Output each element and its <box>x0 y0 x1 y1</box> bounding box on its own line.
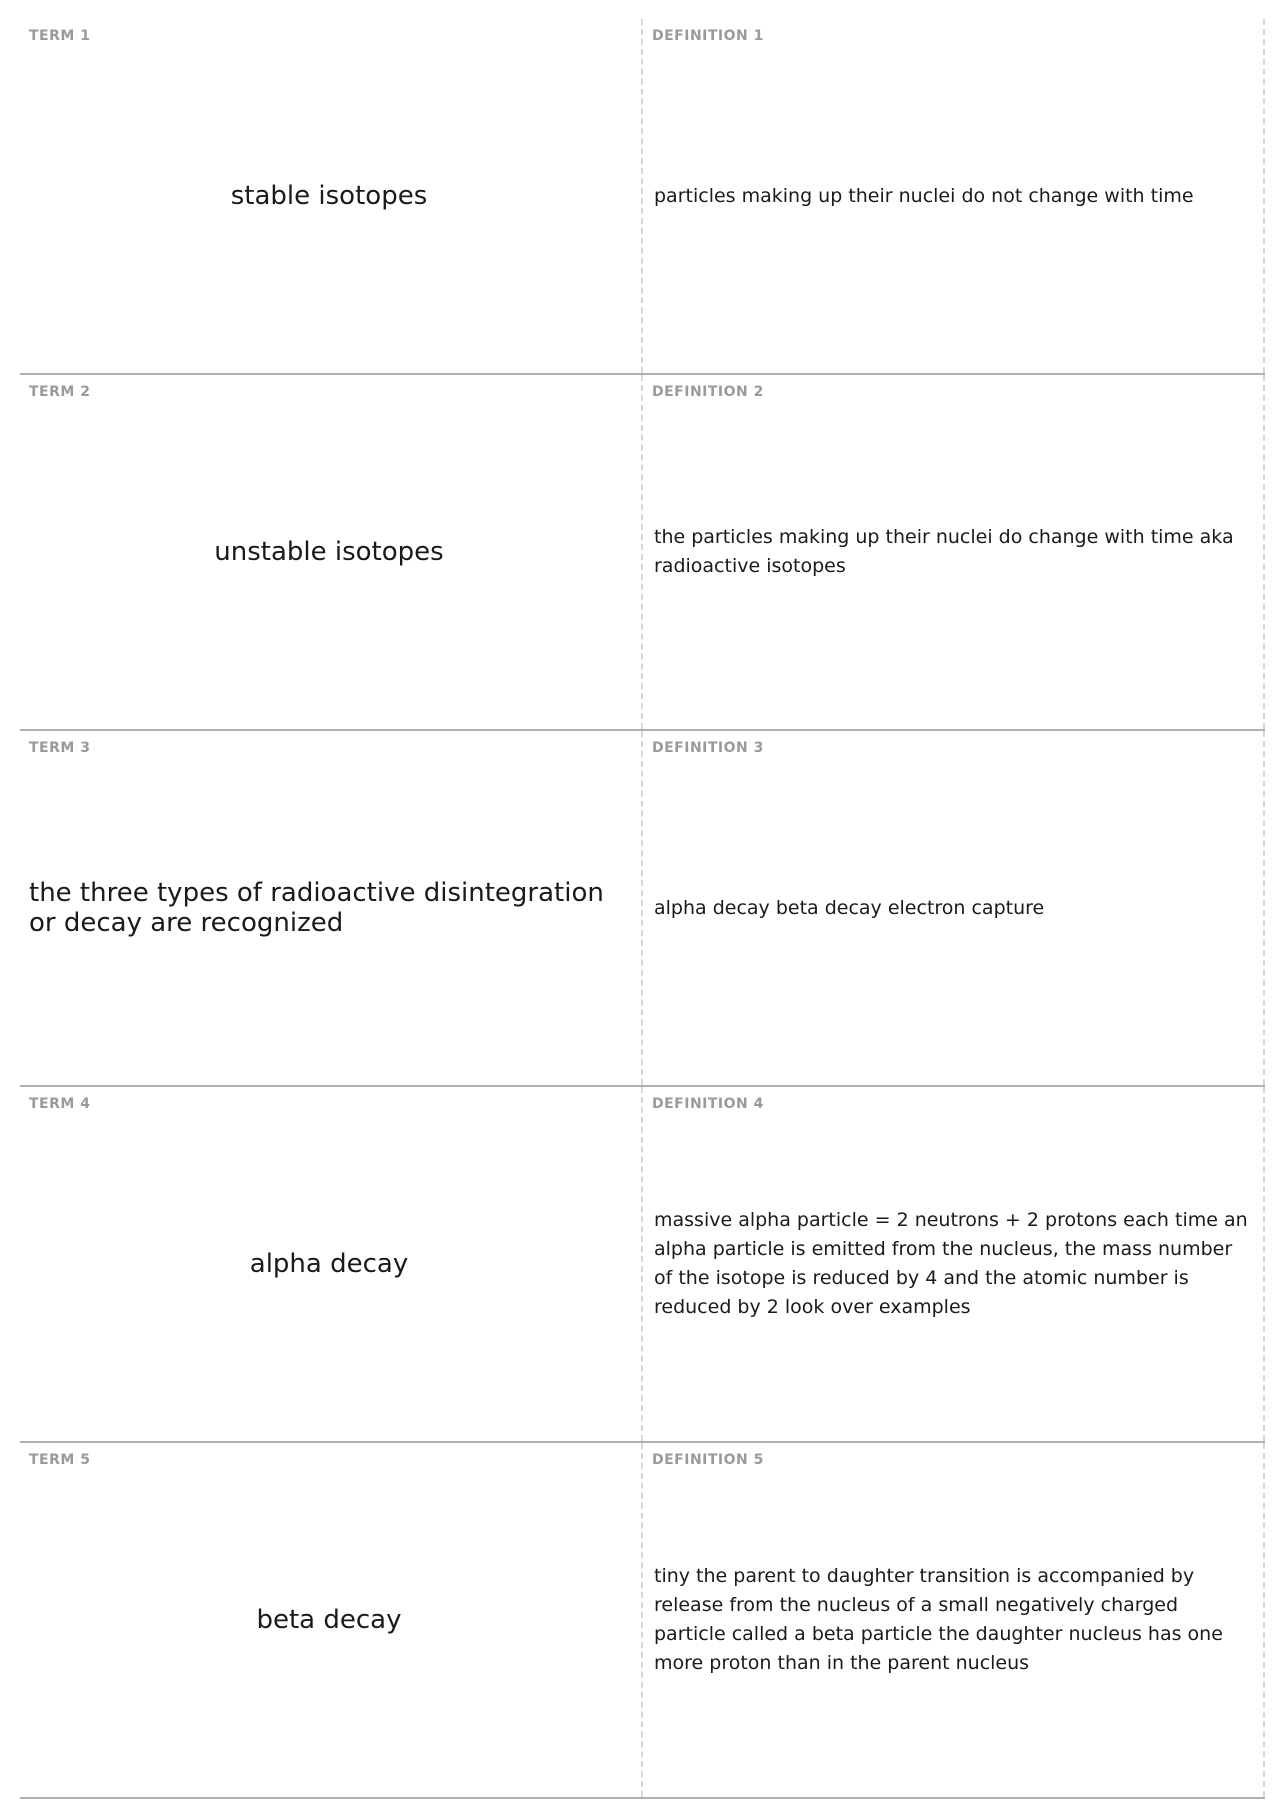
definition-cell <box>643 375 1265 729</box>
definition-text: particles making up their nuclei do not change with time <box>654 184 1194 207</box>
flashcard-row <box>20 19 1265 375</box>
term-cell <box>20 375 643 729</box>
flashcard-row <box>20 1087 1265 1443</box>
definition-cell <box>643 1087 1265 1441</box>
term-text: stable isotopes <box>230 181 428 211</box>
definition-label: DEFINITION 4 <box>652 1096 764 1112</box>
term-label: TERM 3 <box>29 740 91 756</box>
flashcard-row <box>20 1443 1265 1799</box>
definition-text: alpha decay beta decay electron capture <box>654 896 1045 919</box>
flashcard-row <box>20 375 1265 731</box>
term-label: TERM 1 <box>29 28 91 44</box>
flashcard-row <box>20 731 1265 1087</box>
definition-label: DEFINITION 5 <box>652 1452 764 1468</box>
term-text: beta decay <box>256 1605 402 1635</box>
term-cell <box>20 731 643 1085</box>
definition-text: the particles making up their nuclei do change with time aka radioactive isotopes <box>654 526 1234 577</box>
term-label: TERM 5 <box>29 1452 91 1468</box>
definition-text: tiny the parent to daughter transition is accompanied by release from the nucleus of a small negatively charged particle called a beta particle the daughter nucleus has one more proton than in the parent nucleus <box>654 1565 1223 1674</box>
flashcard-sheet <box>20 19 1265 1799</box>
definition-cell <box>643 1443 1265 1797</box>
term-text: the three types of radioactive disintegration or decay are recognized <box>29 878 604 938</box>
definition-label: DEFINITION 3 <box>652 740 764 756</box>
definition-label: DEFINITION 2 <box>652 384 764 400</box>
term-label: TERM 4 <box>29 1096 91 1112</box>
term-cell <box>20 19 643 373</box>
term-text: unstable isotopes <box>214 537 444 567</box>
definition-cell <box>643 731 1265 1085</box>
definition-label: DEFINITION 1 <box>652 28 764 44</box>
definition-cell <box>643 19 1265 373</box>
term-label: TERM 2 <box>29 384 91 400</box>
term-cell <box>20 1443 643 1797</box>
term-text: alpha decay <box>249 1249 409 1279</box>
term-cell <box>20 1087 643 1441</box>
definition-text: massive alpha particle = 2 neutrons + 2 protons each time an alpha particle is emitted from the nucleus, the mass number of the isotope is reduced by 4 and the atomic number is reduced by 2 look over examples <box>654 1209 1248 1318</box>
